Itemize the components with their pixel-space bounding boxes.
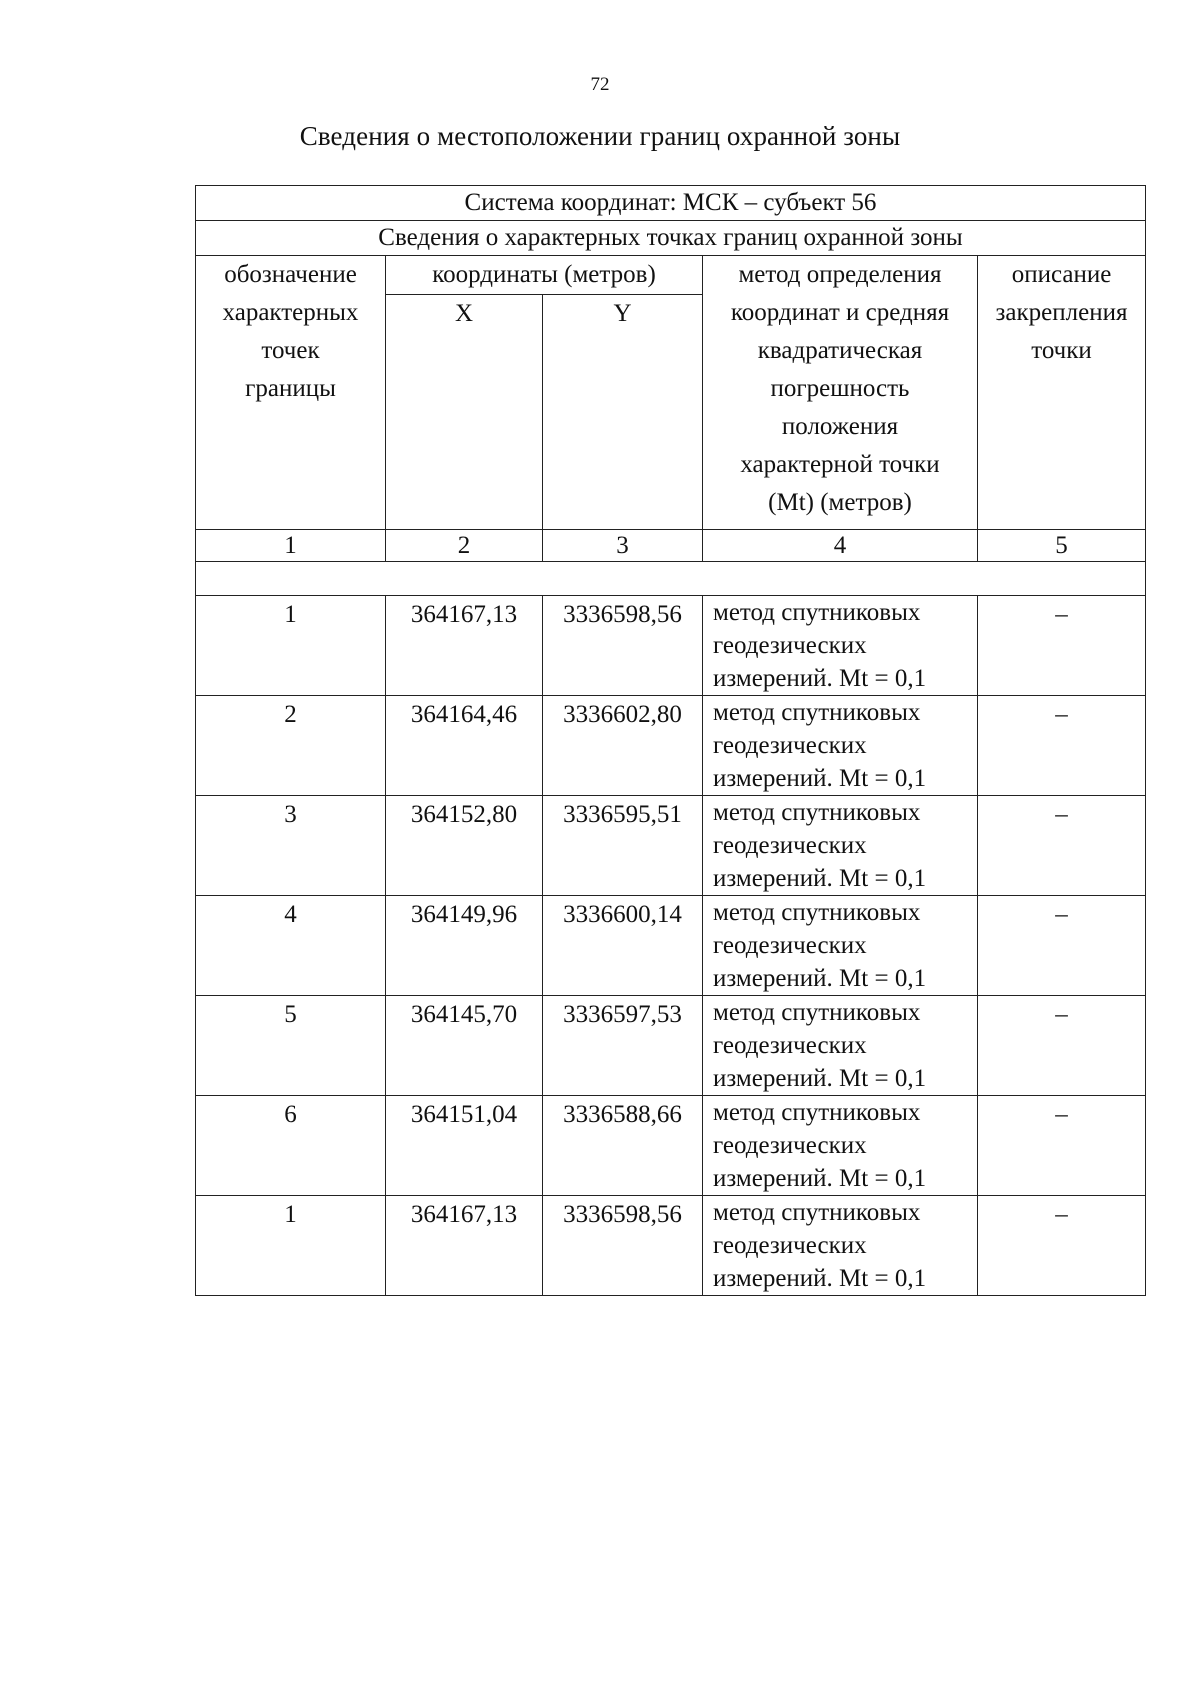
header-designation-line: границы bbox=[245, 375, 336, 402]
description-cell: – bbox=[978, 1096, 1146, 1196]
header-description bbox=[978, 256, 1146, 530]
table-row bbox=[196, 1096, 1146, 1196]
method-line: измерений. Mt = 0,1 bbox=[713, 965, 927, 992]
description-cell: – bbox=[978, 1196, 1146, 1296]
method-cell bbox=[703, 996, 978, 1096]
x-coordinate-cell: 364152,80 bbox=[386, 796, 543, 896]
method-line: измерений. Mt = 0,1 bbox=[713, 1065, 927, 1092]
y-coordinate-cell: 3336597,53 bbox=[543, 996, 703, 1096]
header-method-line: погрешность bbox=[770, 375, 910, 402]
method-line: метод спутниковых bbox=[713, 699, 921, 726]
header-designation-line: характерных bbox=[222, 299, 359, 326]
method-cell bbox=[703, 1096, 978, 1196]
method-line: метод спутниковых bbox=[713, 999, 921, 1026]
header-method-line: квадратическая bbox=[757, 337, 923, 364]
method-line: геодезических bbox=[713, 832, 867, 859]
table-row bbox=[196, 696, 1146, 796]
document-title: Сведения о местоположении границ охранной зоны bbox=[299, 121, 901, 151]
header-designation-line: точек bbox=[261, 337, 320, 364]
description-cell: – bbox=[978, 996, 1146, 1096]
x-coordinate-cell: 364151,04 bbox=[386, 1096, 543, 1196]
y-coordinate-cell: 3336595,51 bbox=[543, 796, 703, 896]
header-method-line: (Mt) (метров) bbox=[768, 489, 912, 516]
column-number: 4 bbox=[703, 530, 978, 562]
point-number-cell: 6 bbox=[196, 1096, 386, 1196]
description-cell: – bbox=[978, 696, 1146, 796]
x-coordinate-cell: 364164,46 bbox=[386, 696, 543, 796]
table-row bbox=[196, 796, 1146, 896]
x-coordinate-cell: 364167,13 bbox=[386, 596, 543, 696]
point-number-cell: 1 bbox=[196, 1196, 386, 1296]
method-line: метод спутниковых bbox=[713, 1099, 921, 1126]
method-line: геодезических bbox=[713, 1032, 867, 1059]
header-method-line: положения bbox=[781, 413, 899, 440]
header-designation bbox=[196, 256, 386, 530]
column-number: 5 bbox=[978, 530, 1146, 562]
method-line: метод спутниковых bbox=[713, 899, 921, 926]
y-coordinate-cell: 3336598,56 bbox=[543, 596, 703, 696]
page-number: 72 bbox=[590, 74, 610, 95]
y-coordinate-cell: 3336588,66 bbox=[543, 1096, 703, 1196]
point-number-cell: 3 bbox=[196, 796, 386, 896]
method-line: измерений. Mt = 0,1 bbox=[713, 665, 927, 692]
column-number: 2 bbox=[386, 530, 543, 562]
point-number-cell: 5 bbox=[196, 996, 386, 1096]
header-coordinates-group: координаты (метров) bbox=[386, 256, 703, 295]
table-row bbox=[196, 896, 1146, 996]
subtitle-cell: Сведения о характерных точках границ охранной зоны bbox=[196, 221, 1146, 256]
table-row bbox=[196, 596, 1146, 696]
coordinates-table bbox=[195, 185, 1146, 1296]
method-line: измерений. Mt = 0,1 bbox=[713, 765, 927, 792]
method-line: измерений. Mt = 0,1 bbox=[713, 1165, 927, 1192]
coordinate-system-cell: Система координат: МСК – субъект 56 bbox=[196, 186, 1146, 221]
method-cell bbox=[703, 696, 978, 796]
header-designation-line: обозначение bbox=[224, 261, 357, 288]
description-cell: – bbox=[978, 796, 1146, 896]
header-description-line: закрепления bbox=[995, 299, 1128, 326]
subtitle-row bbox=[196, 221, 1146, 256]
method-line: геодезических bbox=[713, 932, 867, 959]
y-coordinate-cell: 3336598,56 bbox=[543, 1196, 703, 1296]
y-coordinate-cell: 3336600,14 bbox=[543, 896, 703, 996]
header-method-line: координат и средняя bbox=[730, 299, 950, 326]
method-cell bbox=[703, 596, 978, 696]
point-number-cell: 1 bbox=[196, 596, 386, 696]
method-line: геодезических bbox=[713, 632, 867, 659]
header-y: Y bbox=[543, 295, 703, 530]
method-cell bbox=[703, 796, 978, 896]
header-method bbox=[703, 256, 978, 530]
header-description-line: точки bbox=[1031, 337, 1092, 364]
column-numbers-row bbox=[196, 530, 1146, 562]
header-method-line: метод определения bbox=[738, 261, 942, 288]
y-coordinate-cell: 3336602,80 bbox=[543, 696, 703, 796]
header-description-line: описание bbox=[1011, 261, 1112, 288]
method-line: геодезических bbox=[713, 1232, 867, 1259]
point-number-cell: 2 bbox=[196, 696, 386, 796]
method-line: измерений. Mt = 0,1 bbox=[713, 865, 927, 892]
method-line: геодезических bbox=[713, 1132, 867, 1159]
header-method-line: характерной точки bbox=[740, 451, 940, 478]
column-number: 1 bbox=[196, 530, 386, 562]
x-coordinate-cell: 364145,70 bbox=[386, 996, 543, 1096]
method-line: метод спутниковых bbox=[713, 799, 921, 826]
description-cell: – bbox=[978, 596, 1146, 696]
x-coordinate-cell: 364167,13 bbox=[386, 1196, 543, 1296]
method-line: метод спутниковых bbox=[713, 1199, 921, 1226]
header-row bbox=[196, 256, 1146, 295]
column-number: 3 bbox=[543, 530, 703, 562]
header-x: X bbox=[386, 295, 543, 530]
table-row bbox=[196, 996, 1146, 1096]
description-cell: – bbox=[978, 896, 1146, 996]
method-cell bbox=[703, 896, 978, 996]
empty-cell bbox=[196, 562, 1146, 596]
method-line: геодезических bbox=[713, 732, 867, 759]
x-coordinate-cell: 364149,96 bbox=[386, 896, 543, 996]
method-line: метод спутниковых bbox=[713, 599, 921, 626]
point-number-cell: 4 bbox=[196, 896, 386, 996]
table-row bbox=[196, 1196, 1146, 1296]
method-line: измерений. Mt = 0,1 bbox=[713, 1265, 927, 1292]
coordinate-system-row bbox=[196, 186, 1146, 221]
method-cell bbox=[703, 1196, 978, 1296]
empty-row bbox=[196, 562, 1146, 596]
